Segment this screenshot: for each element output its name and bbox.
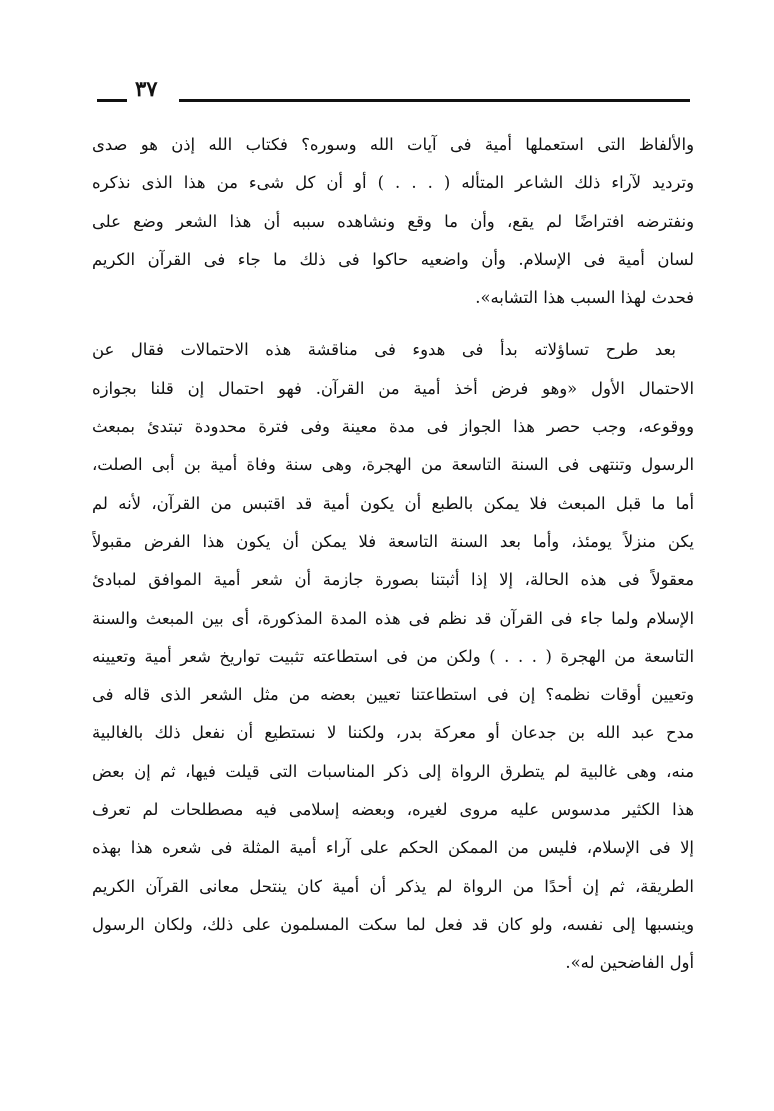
text-line: وتعيين أوقات نظمه؟ إن فى استطاعتنا تعيين بعضه من مثل الشعر الذى قاله فى bbox=[92, 685, 694, 705]
text-line: أول الفاضحين له». bbox=[565, 953, 694, 973]
text-line: ونفترضه افتراضًا لم يقع، وأن ما وقع ونشاهده سببه أن هذا الشعر وضع على bbox=[92, 211, 694, 231]
text-line: والألفاظ التى استعملها أمية فى آيات الله وسوره؟ فكتاب الله إذن هو صدى bbox=[92, 135, 694, 154]
text-line: وترديد لآراء ذلك الشاعر المتأله ( . . . ) أو أن كل شىء من هذا الذى نذكره bbox=[92, 173, 694, 193]
body-text bbox=[92, 126, 694, 983]
page-number: ٣٧ bbox=[135, 76, 158, 101]
paragraph-1 bbox=[92, 126, 694, 317]
text-line: لسان أمية فى الإسلام. وأن واضعيه حاكوا فى ذلك ما جاء فى القرآن الكريم bbox=[92, 249, 694, 269]
header-rule-left bbox=[97, 99, 127, 102]
text-line: ووقوعه، وجب حصر هذا الجواز فى مدة معينة وفى فترة محدودة تبتدئ بمبعث bbox=[92, 417, 694, 437]
text-line: أما ما قبل المبعث فلا يمكن بالطبع أن يكون أمية قد اقتبس من القرآن، لأنه لم bbox=[92, 493, 694, 513]
text-line: مدح عبد الله بن جدعان أو معركة بدر، ولكننا لا نستطيع أن نفعل ذلك بالغالبية bbox=[92, 723, 694, 743]
text-line: معقولاً فى هذه الحالة، إلا إذا أثبتنا بصورة جازمة أن شعر أمية الموافق لمبادئ bbox=[92, 570, 694, 590]
text-line: فحدث لهذا السبب هذا التشابه». bbox=[475, 288, 694, 308]
text-line: الإسلام ولما جاء فى القرآن قد نظم فى هذه المدة المذكورة، أى بين المبعث والسنة bbox=[92, 608, 694, 628]
text-line: منه، وهى غالبية لم يتطرق الرواة إلى ذكر المناسبات التى قيلت فيها، ثم إن بعض bbox=[92, 761, 694, 781]
text-line: وينسبها إلى نفسه، ولو كان قد فعل لما سكت المسلمون على ذلك، ولكان الرسول bbox=[92, 914, 694, 934]
text-line: يكن منزلاً يومئذ، وأما بعد السنة التاسعة فلا يمكن أن يكون هذا الفرض مقبولاً bbox=[92, 531, 694, 551]
paragraph-2 bbox=[92, 331, 694, 982]
text-line: إلا فى الإسلام، فليس من الممكن الحكم على آراء أمية المثلة فى شعره هذا بهذه bbox=[92, 838, 694, 858]
header-rule-right bbox=[179, 99, 690, 102]
page-header bbox=[97, 74, 690, 108]
text-line: بعد طرح تساؤلاته بدأ فى هدوء فى مناقشة هذه الاحتمالات فقال عن bbox=[92, 340, 676, 360]
text-line: الرسول وتنتهى فى السنة التاسعة من الهجرة، وهى سنة وفاة أمية بن أبى الصلت، bbox=[92, 455, 694, 475]
text-line: الطريقة، ثم إن أحدًا من الرواة لم يذكر أن أمية كان ينتحل معانى القرآن الكريم bbox=[92, 876, 694, 896]
text-line: التاسعة من الهجرة ( . . . ) ولكن من فى استطاعته تثبيت تواريخ شعر أمية وتعيينه bbox=[92, 646, 694, 666]
text-line: هذا الكثير مدسوس عليه مروى لغيره، وبعضه إسلامى فيه مصطلحات لم تعرف bbox=[92, 800, 694, 820]
text-line: الاحتمال الأول «وهو فرض أخذ أمية من القرآن. فهو احتمال إن قلنا بجوازه bbox=[92, 378, 694, 398]
